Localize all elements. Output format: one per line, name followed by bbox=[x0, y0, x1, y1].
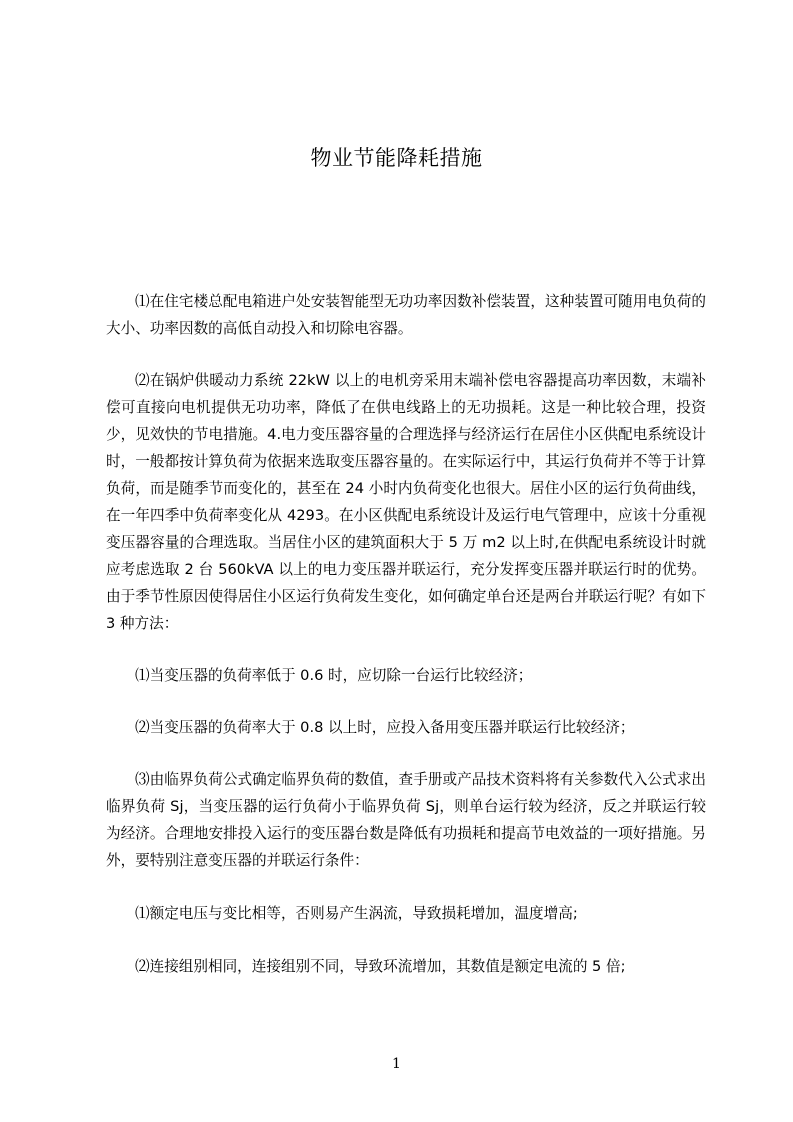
paragraph-5: ⑶由临界负荷公式确定临界负荷的数值，查手册或产品技术资料将有关参数代入公式求出临界负荷 Sj，当变压器的运行负荷小于临界负荷 Sj，则单台运行较为经济，反之并联运行较为经济。合理地安排投入运行的变压器台数是降低有功损耗和提高节电效益的一项好措施。另外，要特别注意变压器的并联运行条件： bbox=[106, 771, 706, 869]
paragraph-1: ⑴在住宅楼总配电箱进户处安装智能型无功功率因数补偿装置，这种装置可随用电负荷的大小、功率因数的高低自动投入和切除电容器。 bbox=[106, 293, 706, 337]
paragraph-7: ⑵连接组别相同，连接组别不同，导致环流增加，其数值是额定电流的 5 倍; bbox=[135, 958, 626, 975]
paragraph-6: ⑴额定电压与变比相等，否则易产生涡流，导致损耗增加，温度增高; bbox=[135, 905, 578, 922]
paragraph-2: ⑵在锅炉供暖动力系统 22kW 以上的电机旁采用末端补偿电容器提高功率因数，末端补偿可直接向电机提供无功功率，降低了在供电线路上的无功损耗。这是一种比较合理，投资少，见效快的节电措施。4.电力变压器容量的合理选择与经济运行在居住小区供配电系统设计时，一般都按计算负荷为依据来选取变压器容量的。在实际运行中，其运行负荷并不等于计算负荷，而是随季节而变化的，甚至在 24 小时内负荷变化也很大。居住小区的运行负荷曲线，在一年四季中负荷率变化从 4293。在小区供配电系统设计及运行电气管理中，应该十分重视变压器容量的合理选取。当居住小区的建筑面积大于 5 万 m2 以上时,在供配电系统设计时就应考虑选取 2 台 560kVA 以上的电力变压器并联运行，充分发挥变压器并联运行时的优势。由于季节性原因使得居住小区运行负荷发生变化，如何确定单台还是两台并联运行呢？有如下 3 种方法： bbox=[106, 372, 706, 632]
paragraph-4: ⑵当变压器的负荷率大于 0.8 以上时，应投入备用变压器并联运行比较经济； bbox=[135, 719, 635, 736]
paragraph-3: ⑴当变压器的负荷率低于 0.6 时，应切除一台运行比较经济； bbox=[135, 667, 533, 684]
page-number: 1 bbox=[392, 1056, 401, 1072]
document-title: 物业节能降耗措施 bbox=[310, 146, 483, 170]
